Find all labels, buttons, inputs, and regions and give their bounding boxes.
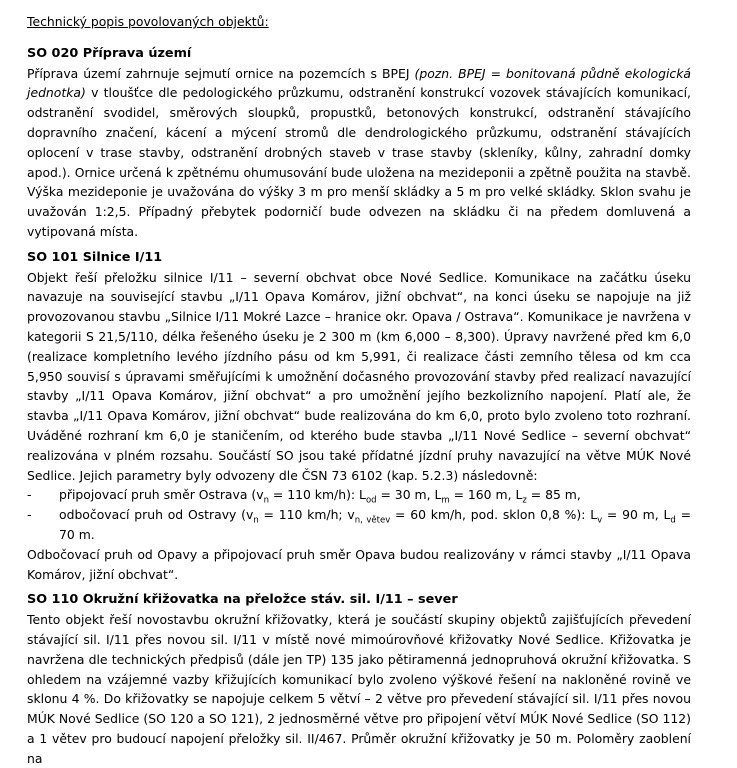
subscript: od xyxy=(365,495,377,506)
section-so110 xyxy=(27,590,691,768)
paragraph-so101-footer: Odbočovací pruh od Opavy a připojovací pruh směr Opava budou realizovány v rámci stavby „I/11 Opava Komárov, jižní obchvat“. xyxy=(27,546,691,582)
paragraph-so110: Tento objekt řeší novostavbu okružní křižovatky, která je součástí skupiny objektů zajišťujících převedení stávající sil. I/11 přes novou sil. I/11 v místě nové mimoúrovňové křižovatky Nové Sedlice. Křižovatka je navržena dle technických předpisů (dále jen TP) 135 jako pětiramenná jednopruhová okružní křižovatka. S ohledem na vzájemné vazby křižujících komunikací bylo zvoleno výškové řešení na nakloněné rovině ve sklonu 4 %. Do křižovatky se napojuje celkem 5 větví – 2 větve pro převedení stávající sil. I/11 přes novou MÚK Nové Sedlice (SO 120 a SO 121), 2 jednosměrné větve pro připojení větví MÚK Nové Sedlice (SO 112) a 1 větev pro budoucí napojení přeložky sil. II/467. Průměr okružní křižovatky je 50 m. Poloměry zaoblení na xyxy=(27,612,691,766)
subscript: z xyxy=(522,495,527,506)
section-heading-so110: SO 110 Okružní křižovatka na přeložce stáv. sil. I/11 – sever xyxy=(27,592,458,608)
list-item xyxy=(27,485,691,505)
section-so020 xyxy=(27,44,691,242)
document-title: Technický popis povolovaných objektů: xyxy=(27,14,269,29)
list-text: = 60 km/h, pod. sklon 0,8 %): L xyxy=(390,507,598,523)
list-text: = 160 m, L xyxy=(449,487,523,503)
section-so101 xyxy=(27,248,691,585)
paragraph-so101: Objekt řeší přeložku silnice I/11 – severní obchvat obce Nové Sedlice. Komunikace na začátku úseku navazuje na související stavbu „I/11 Opava Komárov, jižní obchvat“, na konci úseku se napojuje na již provozovanou stavbu „Silnice I/11 Mokré Lazce – hranice okr. Opava / Ostrava“. Komunikace je navržena v kategorii S 21,5/110, délka řešeného úseku je 2 300 m (km 6,000 – 8,300). Úpravy navržené před km 6,0 (realizace kompletního levého jízdního pásu od km 5,991, či realizace části zemního tělesa od km cca 5,950 souvisí s úpravami směřujícími k umožnění dočasného provozování stavby před realizací navazující stavby „I/11 Opava Komárov, jižní obchvat“ a pro umožnění jejího bezkolizního napojení. Platí ale, že stavba „I/11 Opava Komárov, jižní obchvat“ bude realizována do km 6,0, proto bylo zvoleno toto rozhraní. Uváděné rozhraní km 6,0 je staničením, od kterého bude stavba „I/11 Nové Sedlice – severní obchvat“ realizována v plném rozsahu. Součástí SO jsou také přídatné jízdní pruhy navazující na větve MÚK Nové Sedlice. Jejich parametry byly odvozeny dle ČSN 73 6102 (kap. 5.2.3) následovně: xyxy=(27,269,691,483)
section-heading-so020: SO 020 Příprava území xyxy=(27,45,192,61)
paragraph-text: Příprava území zahrnuje sejmutí ornice na pozemcích s BPEJ xyxy=(27,65,415,81)
paragraph-so020 xyxy=(27,64,691,242)
list-item xyxy=(27,505,691,545)
list-text: = 70 m. xyxy=(59,507,691,542)
subscript: m xyxy=(441,495,450,506)
list-text: = 85 m, xyxy=(526,487,581,503)
lane-parameter-list xyxy=(27,485,691,544)
subscript: n xyxy=(263,495,269,506)
italic-note: (pozn. BPEJ = bonitovaná půdně ekologická jednotka) xyxy=(27,65,691,101)
list-text: = 110 km/h; v xyxy=(258,507,355,523)
subscript: n xyxy=(253,515,259,526)
subscript: n, větev xyxy=(354,515,391,526)
list-text: = 90 m, L xyxy=(602,507,671,523)
paragraph-text: v tloušťce dle pedologického průzkumu, odstranění konstrukcí vozovek stávajících komunikací, odstranění svodidel, směrových sloupků, propustků, betonových konstrukcí, odstranění stávajícího dopravního značení, kácení a mýcení stromů dle dendrologického průzkumu, odstranění stávajících oplocení v trase stavby, odstranění drobných staveb v trase stavby (skleníky, kůlny, zahradní domky apod.). Ornice určená k zpětnému ohumusování bude uložena na mezideponii a zpětně použita na stavbě. Výška mezideponie je uvažována do výšky 3 m pro menší skládky a 5 m pro velké skládky. Sklon svahu je uvažován 1:2,5. Případný přebytek podorničí bude odvezen na skládku či na předem domluvená a vytipovaná místa. xyxy=(27,85,691,239)
subscript: d xyxy=(670,515,676,526)
list-text: odbočovací pruh od Ostravy (v xyxy=(59,507,254,523)
list-dash: - xyxy=(27,507,32,523)
list-dash: - xyxy=(27,487,32,503)
section-heading-so101: SO 101 Silnice I/11 xyxy=(27,249,163,265)
list-text: = 110 km/h): L xyxy=(268,487,366,503)
subscript: v xyxy=(597,515,603,526)
list-text: připojovací pruh směr Ostrava (v xyxy=(59,487,264,503)
list-text: = 30 m, L xyxy=(376,487,442,503)
